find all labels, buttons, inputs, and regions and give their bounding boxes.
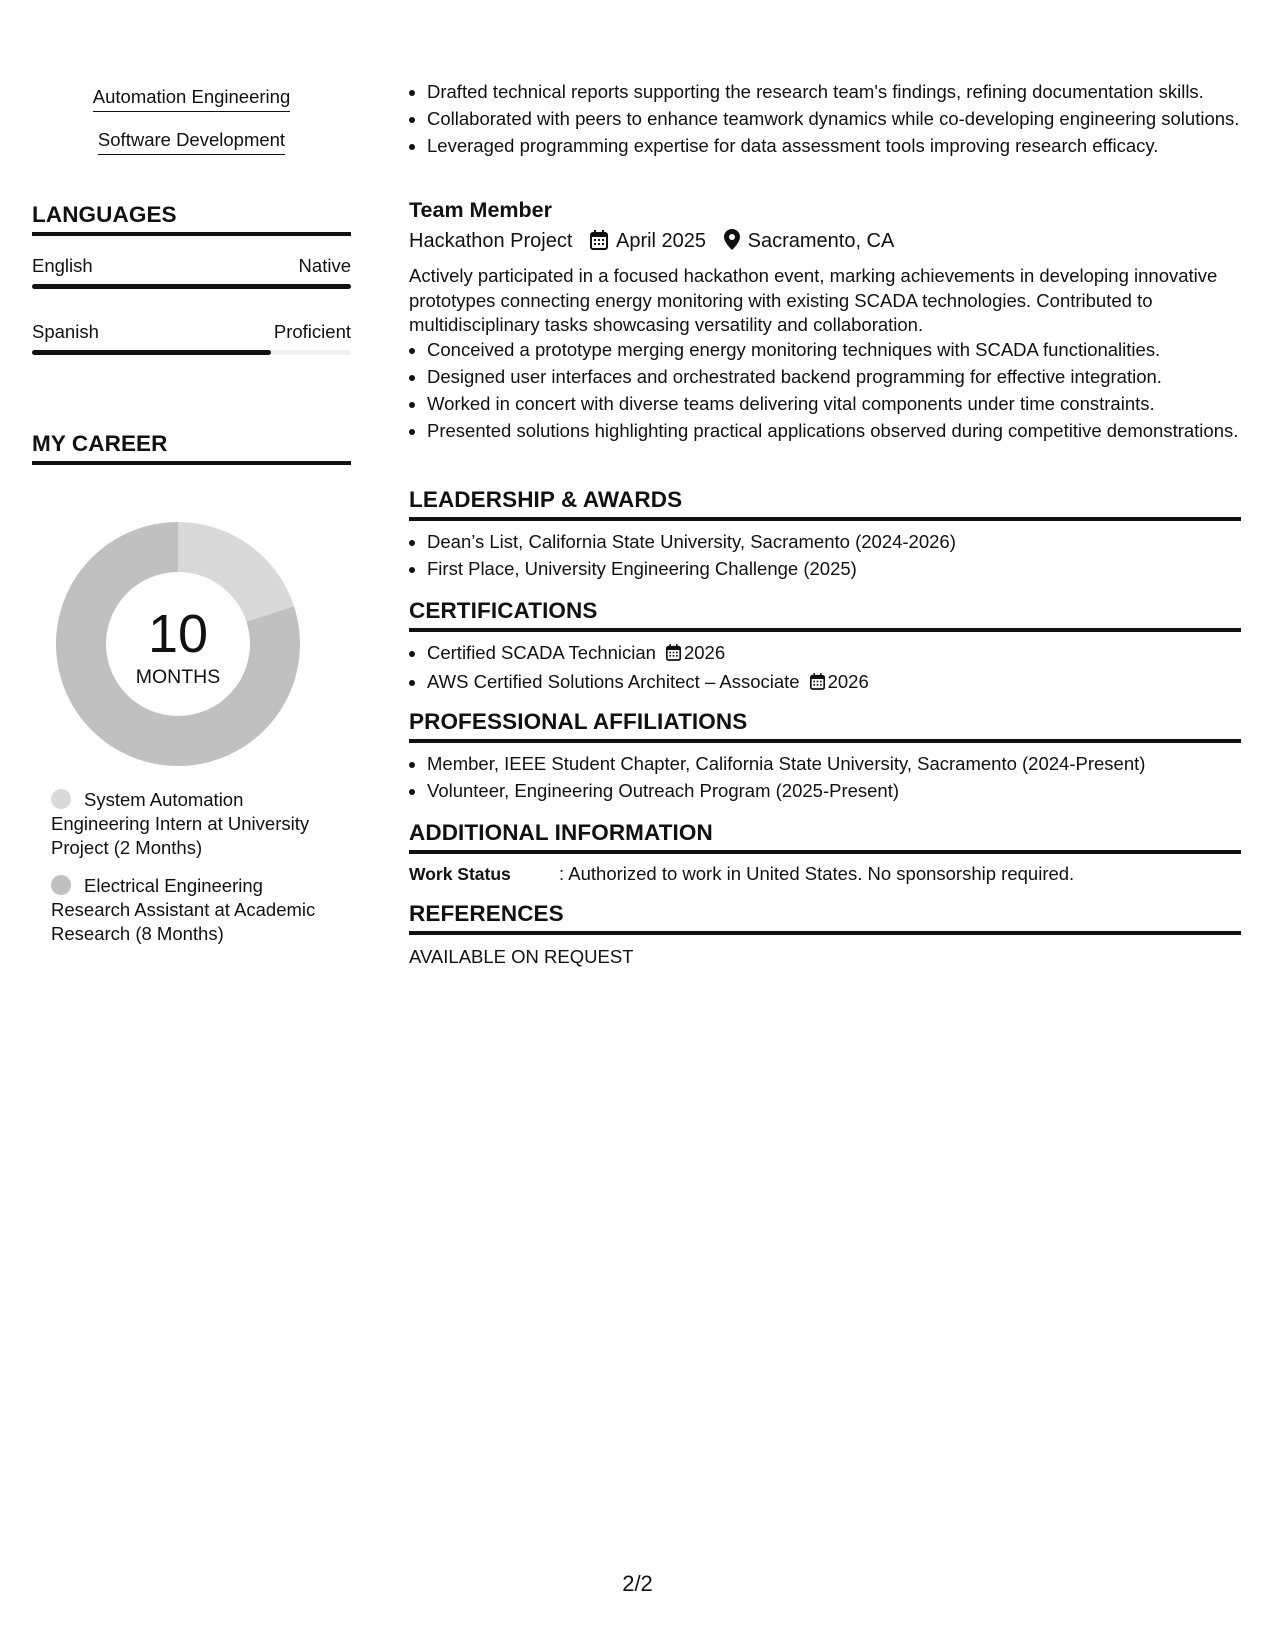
work-status-label: Work Status: [409, 864, 511, 884]
career-legend-item: System Automation Engineering Intern at University Project (2 Months): [51, 789, 310, 858]
job-summary: Actively participated in a focused hackathon event, marking achievements in developing innovative prototypes connecting energy monitoring with existing SCADA technologies. Contributed to multidisciplinary tasks showcasing versatility and collaboration.: [409, 265, 1218, 335]
certifications-heading: CERTIFICATIONS: [409, 597, 1241, 632]
legend-dot-icon: [51, 789, 71, 809]
certifications-list: [409, 641, 1241, 699]
calendar-icon: [666, 643, 681, 668]
list-item: • Volunteer, Engineering Outreach Program (2025-Present): [427, 779, 1241, 804]
work-status: [409, 862, 1074, 886]
list-item: • Dean’s List, California State University, Sacramento (2024-2026): [427, 530, 1241, 555]
affiliations-heading: PROFESSIONAL AFFILIATIONS: [409, 708, 1241, 743]
language-bar-fill: [32, 284, 351, 289]
language-bar-fill: [32, 350, 271, 355]
work-status-value: : Authorized to work in United States. No sponsorship required.: [559, 863, 1075, 884]
career-total-unit: MONTHS: [135, 666, 221, 688]
list-item: • Certified SCADA Technician 2026: [427, 641, 1241, 668]
leadership-list: [409, 530, 1241, 584]
additional-info-heading: ADDITIONAL INFORMATION: [409, 819, 1241, 854]
calendar-icon: [590, 230, 608, 258]
career-total-value: 10: [147, 604, 209, 664]
location-pin-icon: [724, 229, 740, 258]
list-item: • Designed user interfaces and orchestrated backend programming for effective integration.: [427, 365, 1241, 390]
career-heading: MY CAREER: [32, 430, 351, 465]
page-number: 2/2: [622, 1571, 653, 1596]
list-item: • Conceived a prototype merging energy monitoring techniques with SCADA functionalities.: [427, 338, 1241, 363]
list-item: • First Place, University Engineering Challenge (2025): [427, 557, 1241, 582]
list-item: • Collaborated with peers to enhance teamwork dynamics while co-developing engineering solutions.: [427, 107, 1241, 132]
list-item: • Drafted technical reports supporting the research team's findings, refining documentation skills.: [427, 80, 1241, 105]
language-name: English: [32, 255, 93, 276]
languages-heading: LANGUAGES: [32, 201, 351, 236]
language-bar: [32, 350, 351, 355]
list-item: • Worked in concert with diverse teams delivering vital components under time constraints.: [427, 392, 1241, 417]
job-meta: [409, 227, 894, 258]
language-name: Spanish: [32, 321, 99, 342]
career-legend-item: Electrical Engineering Research Assistant at Academic Research (8 Months): [51, 875, 316, 944]
language-level: Proficient: [273, 321, 351, 342]
language-level: Native: [298, 255, 351, 276]
job-location: Sacramento, CA: [747, 230, 895, 252]
list-item: • AWS Certified Solutions Architect – Associate 2026: [427, 670, 1241, 697]
references-text: AVAILABLE ON REQUEST: [409, 946, 634, 967]
skill-item: Software Development: [32, 127, 351, 155]
calendar-icon: [810, 672, 825, 697]
references-heading: REFERENCES: [409, 900, 1241, 935]
leadership-heading: LEADERSHIP & AWARDS: [409, 486, 1241, 521]
legend-dot-icon: [51, 875, 71, 895]
skill-item: Automation Engineering: [32, 84, 351, 112]
job-date: April 2025: [615, 230, 707, 252]
list-item: • Leveraged programming expertise for data assessment tools improving research efficacy.: [427, 134, 1241, 159]
list-item: • Member, IEEE Student Chapter, California State University, Sacramento (2024-Present): [427, 752, 1241, 777]
job-bullets: [409, 338, 1241, 446]
affiliations-list: [409, 752, 1241, 806]
job-company: Hackathon Project: [409, 230, 573, 252]
language-bar: [32, 284, 351, 289]
previous-job-bullets: [409, 80, 1241, 161]
list-item: • Presented solutions highlighting practical applications observed during competitive demonstrations.: [427, 419, 1241, 444]
job-title: Team Member: [409, 198, 552, 222]
